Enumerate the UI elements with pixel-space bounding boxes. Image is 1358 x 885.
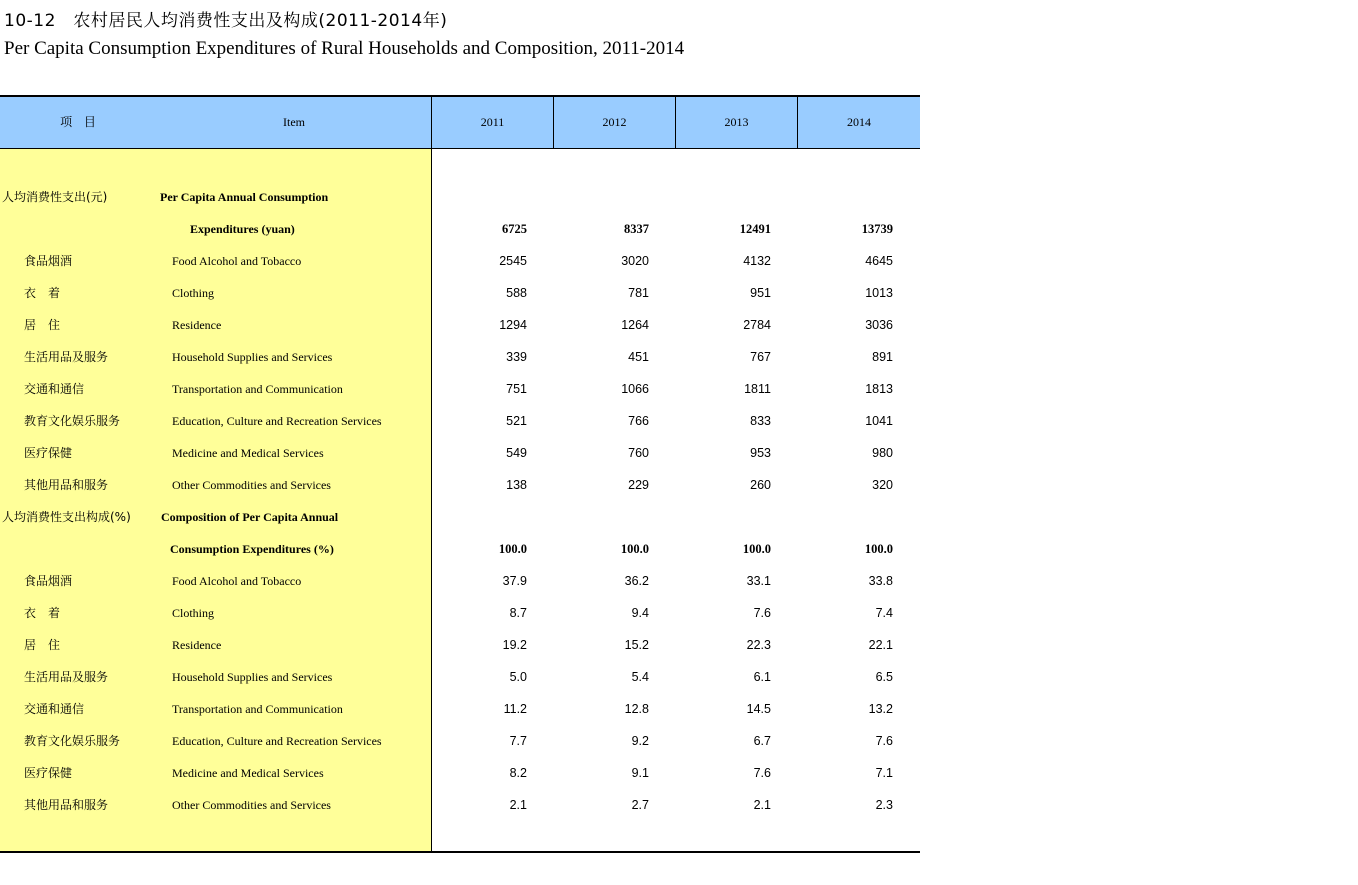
row-label-english: Transportation and Communication — [172, 382, 343, 396]
row-label-english: Clothing — [172, 606, 215, 620]
cell-value: 7.7 — [509, 734, 527, 748]
cell-value: 6.1 — [753, 670, 771, 684]
row-label-chinese: 医疗保健 — [24, 766, 73, 780]
row-label-english: Education, Culture and Recreation Services — [172, 734, 382, 748]
row-label-english: Transportation and Communication — [172, 702, 343, 716]
cell-value: 8.7 — [509, 606, 527, 620]
table-row — [0, 629, 920, 661]
section-label-english-cont: Expenditures (yuan) — [190, 222, 295, 236]
cell-value: 1041 — [865, 414, 893, 428]
row-label-english: Medicine and Medical Services — [172, 446, 324, 460]
row-label-chinese: 教育文化娱乐服务 — [24, 414, 121, 428]
total-value: 8337 — [624, 222, 649, 236]
cell-value: 1811 — [744, 382, 771, 396]
cell-value: 9.2 — [631, 734, 649, 748]
table-row — [0, 309, 920, 341]
row-label-chinese: 居 住 — [24, 318, 61, 332]
cell-value: 953 — [750, 446, 771, 460]
cell-value: 1264 — [621, 318, 649, 332]
section-label-english: Per Capita Annual Consumption — [160, 190, 329, 204]
cell-value: 521 — [506, 414, 527, 428]
cell-value: 2.1 — [509, 798, 527, 812]
cell-value: 2784 — [743, 318, 771, 332]
section-label-english-cont: Consumption Expenditures (%) — [170, 542, 334, 556]
section-total-row — [0, 533, 920, 565]
total-value: 13739 — [861, 222, 893, 236]
cell-value: 14.5 — [746, 702, 771, 716]
header-year-2011: 2011 — [480, 115, 505, 129]
row-label-chinese: 生活用品及服务 — [24, 670, 109, 684]
header-year-2012: 2012 — [602, 115, 627, 129]
table-row — [0, 245, 920, 277]
data-table — [0, 95, 920, 853]
table-bottom-rule — [0, 851, 920, 853]
table-row — [0, 725, 920, 757]
cell-value: 1066 — [621, 382, 649, 396]
cell-value: 8.2 — [509, 766, 527, 780]
table-title-chinese: 10-12 农村居民人均消费性支出及构成(2011-2014年) — [4, 11, 448, 31]
section-label-english: Composition of Per Capita Annual — [161, 510, 339, 524]
cell-value: 588 — [506, 286, 527, 300]
header-item-chinese: 项 目 — [60, 115, 100, 129]
row-label-english: Household Supplies and Services — [172, 670, 333, 684]
row-label-chinese: 衣 着 — [24, 606, 61, 620]
row-label-english: Residence — [172, 318, 222, 332]
table-row — [0, 469, 920, 501]
table-title-english: Per Capita Consumption Expenditures of Rural Households and Composition, 2011-2014 — [4, 38, 685, 59]
cell-value: 7.4 — [875, 606, 893, 620]
total-value: 12491 — [739, 222, 771, 236]
table-row — [0, 789, 920, 821]
table-row — [0, 661, 920, 693]
table-header — [0, 97, 920, 149]
cell-value: 3036 — [865, 318, 893, 332]
table-row — [0, 693, 920, 725]
section-header-row — [0, 501, 920, 533]
cell-value: 9.1 — [631, 766, 649, 780]
cell-value: 229 — [628, 478, 649, 492]
row-label-english: Medicine and Medical Services — [172, 766, 324, 780]
total-value: 100.0 — [498, 542, 527, 556]
cell-value: 7.6 — [875, 734, 893, 748]
cell-value: 7.1 — [875, 766, 893, 780]
cell-value: 760 — [628, 446, 649, 460]
cell-value: 833 — [750, 414, 771, 428]
cell-value: 9.4 — [631, 606, 649, 620]
row-label-chinese: 交通和通信 — [24, 382, 85, 396]
cell-value: 12.8 — [624, 702, 649, 716]
row-label-chinese: 教育文化娱乐服务 — [24, 734, 121, 748]
row-label-english: Residence — [172, 638, 222, 652]
cell-value: 766 — [628, 414, 649, 428]
table-row — [0, 277, 920, 309]
cell-value: 891 — [872, 350, 893, 364]
row-label-chinese: 衣 着 — [24, 286, 61, 300]
cell-value: 1013 — [865, 286, 893, 300]
row-label-english: Household Supplies and Services — [172, 350, 333, 364]
cell-value: 951 — [750, 286, 771, 300]
cell-value: 6.7 — [753, 734, 771, 748]
cell-value: 4645 — [865, 254, 893, 268]
cell-value: 451 — [628, 350, 649, 364]
cell-value: 980 — [872, 446, 893, 460]
section-label-chinese: 人均消费性支出(元) — [2, 190, 108, 204]
cell-value: 1813 — [865, 382, 893, 396]
row-label-chinese: 居 住 — [24, 638, 61, 652]
cell-value: 22.3 — [746, 638, 771, 652]
cell-value: 11.2 — [503, 702, 527, 716]
cell-value: 33.1 — [746, 574, 771, 588]
row-label-english: Education, Culture and Recreation Services — [172, 414, 382, 428]
cell-value: 33.8 — [868, 574, 893, 588]
cell-value: 751 — [506, 382, 527, 396]
row-label-english: Other Commodities and Services — [172, 478, 331, 492]
row-label-chinese: 其他用品和服务 — [24, 478, 109, 492]
cell-value: 7.6 — [753, 766, 771, 780]
cell-value: 37.9 — [502, 574, 527, 588]
cell-value: 6.5 — [875, 670, 893, 684]
cell-value: 339 — [506, 350, 527, 364]
cell-value: 15.2 — [624, 638, 649, 652]
header-item-english: Item — [283, 115, 305, 129]
row-label-chinese: 其他用品和服务 — [24, 798, 109, 812]
cell-value: 19.2 — [502, 638, 527, 652]
cell-value: 2.7 — [631, 798, 649, 812]
row-label-english: Food Alcohol and Tobacco — [172, 574, 302, 588]
table-row — [0, 597, 920, 629]
row-label-chinese: 食品烟酒 — [24, 574, 73, 588]
row-label-chinese: 食品烟酒 — [24, 254, 73, 268]
total-value: 100.0 — [864, 542, 893, 556]
table-row — [0, 437, 920, 469]
cell-value: 138 — [506, 478, 527, 492]
cell-value: 2.3 — [875, 798, 893, 812]
cell-value: 13.2 — [868, 702, 893, 716]
cell-value: 2.1 — [753, 798, 771, 812]
row-label-chinese: 生活用品及服务 — [24, 350, 109, 364]
table-row — [0, 405, 920, 437]
cell-value: 781 — [628, 286, 649, 300]
row-label-english: Other Commodities and Services — [172, 798, 331, 812]
cell-value: 767 — [750, 350, 771, 364]
section-total-row — [0, 213, 920, 245]
row-label-chinese: 医疗保健 — [24, 446, 73, 460]
row-label-chinese: 交通和通信 — [24, 702, 85, 716]
table-row — [0, 565, 920, 597]
cell-value: 5.4 — [631, 670, 649, 684]
cell-value: 1294 — [499, 318, 527, 332]
header-year-2014: 2014 — [847, 115, 871, 129]
cell-value: 549 — [506, 446, 527, 460]
cell-value: 22.1 — [868, 638, 893, 652]
cell-value: 5.0 — [509, 670, 527, 684]
cell-value: 4132 — [743, 254, 771, 268]
cell-value: 3020 — [621, 254, 649, 268]
table-row — [0, 373, 920, 405]
table-row — [0, 757, 920, 789]
total-value: 100.0 — [620, 542, 649, 556]
section-label-chinese: 人均消费性支出构成(%) — [2, 510, 131, 524]
cell-value: 320 — [872, 478, 893, 492]
cell-value: 260 — [750, 478, 771, 492]
row-label-english: Clothing — [172, 286, 215, 300]
section-header-row — [0, 181, 920, 213]
row-label-english: Food Alcohol and Tobacco — [172, 254, 302, 268]
header-year-2013: 2013 — [724, 115, 749, 129]
cell-value: 2545 — [499, 254, 527, 268]
table-row — [0, 341, 920, 373]
total-value: 6725 — [502, 222, 527, 236]
cell-value: 7.6 — [753, 606, 771, 620]
cell-value: 36.2 — [624, 574, 649, 588]
total-value: 100.0 — [742, 542, 771, 556]
